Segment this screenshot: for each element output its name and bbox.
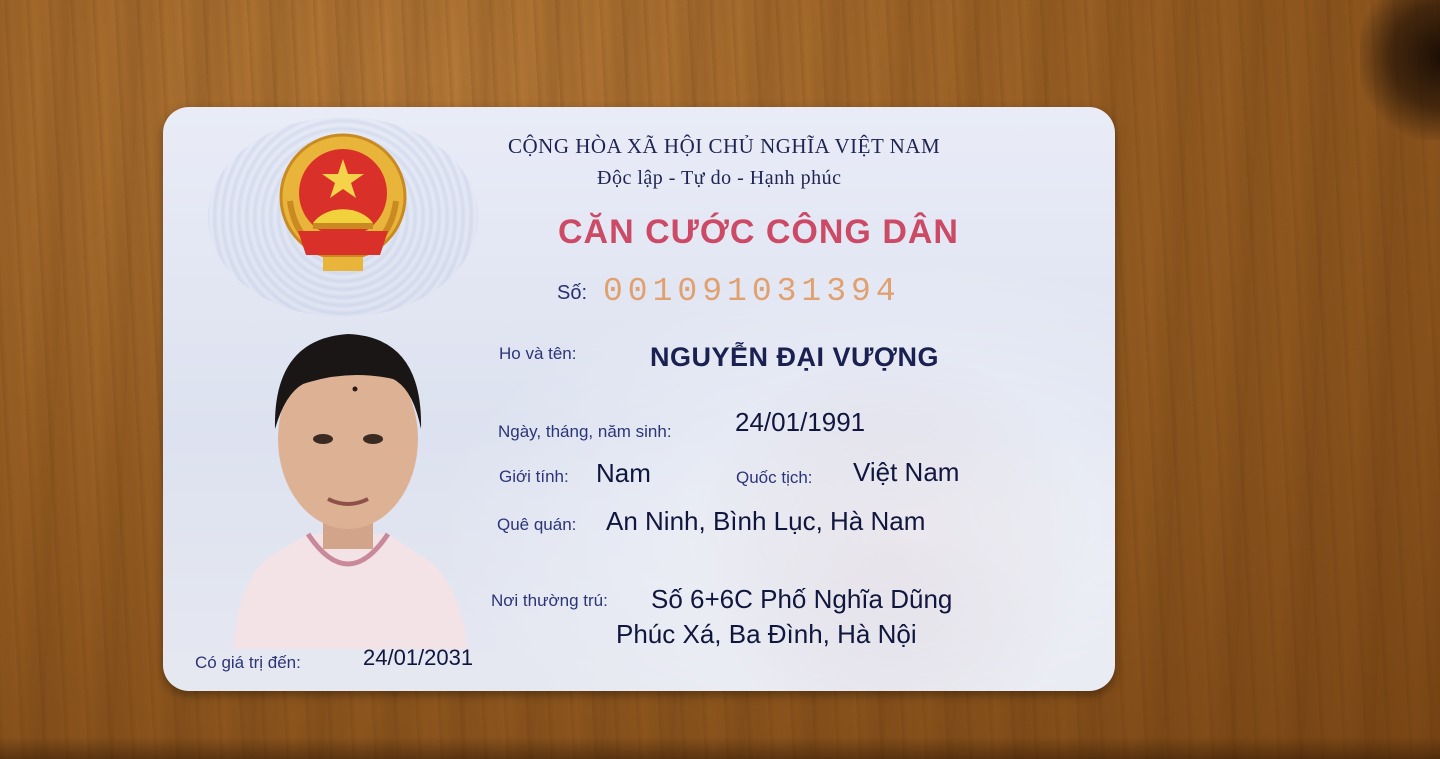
hometown-value: An Ninh, Bình Lục, Hà Nam (606, 506, 926, 536)
card-title: CĂN CƯỚC CÔNG DÂN (558, 213, 959, 251)
expiry-label: Có giá trị đến: (195, 653, 301, 672)
table-edge (0, 737, 1440, 759)
nation-heading: CỘNG HÒA XÃ HỘI CHỦ NGHĨA VIỆT NAM (508, 134, 941, 158)
nationality-value: Việt Nam (853, 457, 960, 487)
fullname-value: NGUYỄN ĐẠI VƯỢNG (650, 342, 939, 372)
national-motto: Độc lập - Tự do - Hạnh phúc (597, 167, 842, 189)
table-shadow (1360, 0, 1440, 140)
id-number: 001091031394 (603, 273, 901, 310)
national-emblem-icon (268, 131, 418, 279)
fullname-label: Ho và tên: (499, 344, 577, 363)
expiry-value: 24/01/2031 (363, 645, 474, 670)
residence-line1: Số 6+6C Phố Nghĩa Dũng (651, 584, 953, 614)
residence-line2: Phúc Xá, Ba Đình, Hà Nội (616, 619, 917, 649)
residence-label: Nơi thường trú: (491, 591, 608, 610)
citizen-id-card (163, 107, 1115, 691)
portrait-photo (223, 319, 473, 649)
sex-label: Giới tính: (499, 467, 569, 486)
dob-value: 24/01/1991 (735, 407, 866, 437)
id-number-label: Số: (557, 282, 588, 304)
nationality-label: Quốc tịch: (736, 468, 813, 487)
dob-label: Ngày, tháng, năm sinh: (498, 422, 672, 441)
sex-value: Nam (596, 458, 651, 488)
hometown-label: Quê quán: (497, 515, 577, 534)
